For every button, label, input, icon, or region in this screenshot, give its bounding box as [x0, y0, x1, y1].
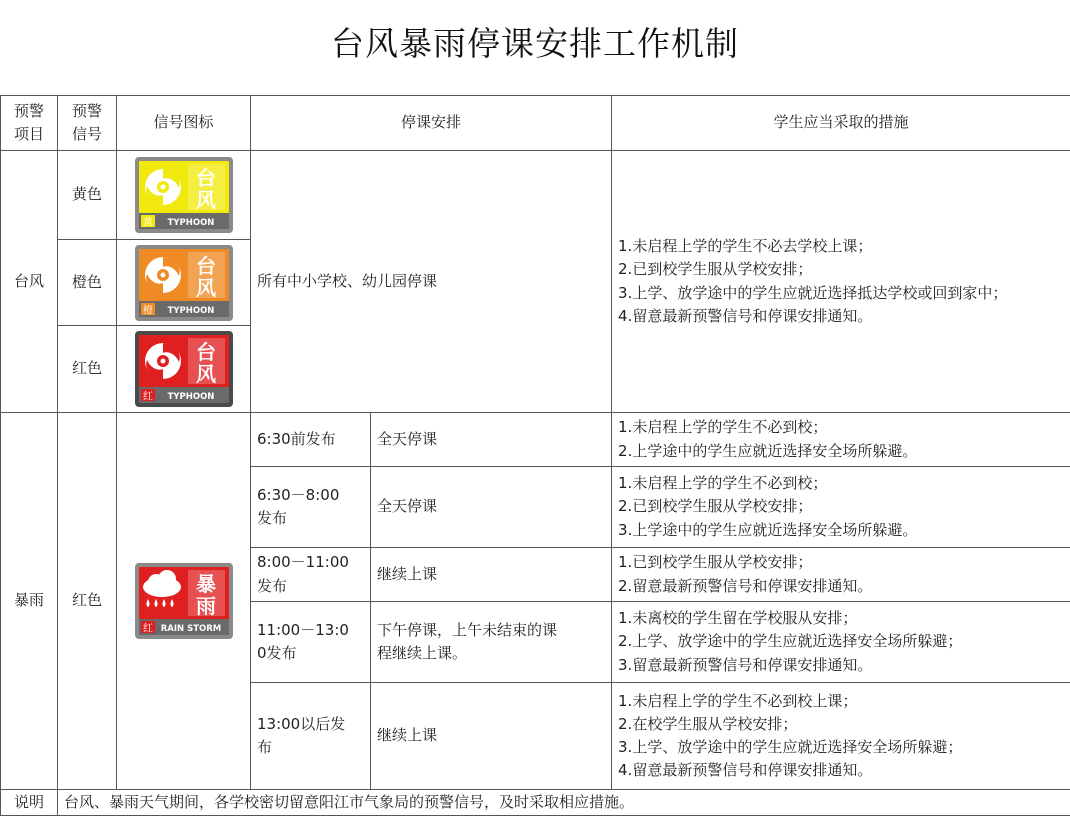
signal-color: 红色 — [58, 413, 117, 790]
header-arrangement: 停课安排 — [251, 96, 612, 151]
badge-char: 暴 — [195, 572, 216, 596]
arrangement-line: 继续上课 — [377, 564, 438, 583]
arrangement-line: 全天停课 — [377, 497, 438, 516]
typhoon-warning-badge — [135, 157, 233, 233]
header-warning-signal — [58, 96, 117, 151]
measure-item: 3.上学、放学途中的学生应就近选择抵达学校或回到家中； — [618, 283, 1008, 302]
measure-item: 3.上学途中的学生应就近选择安全场所躲避。 — [618, 520, 918, 539]
badge-char: 台 — [195, 166, 216, 190]
header-text: 预警 — [71, 101, 102, 120]
typhoon-swirl-icon — [145, 257, 181, 293]
arrangement-line: 程继续上课。 — [377, 644, 468, 662]
class-arrangement — [371, 683, 612, 790]
measure-item: 1.未离校的学生留在学校服从安排； — [618, 609, 858, 628]
header-signal-icon: 信号图标 — [117, 96, 251, 151]
measure-item: 1.未启程上学的学生不必到校上课； — [618, 691, 858, 710]
typhoon-swirl-icon — [145, 343, 181, 379]
issue-time — [251, 683, 371, 790]
time-line: 布 — [257, 738, 273, 756]
time-line: 6:30前发布 — [257, 429, 336, 448]
measure-item: 2.已到校学生服从学校安排； — [618, 497, 813, 516]
time-line: 11:00－13:0 — [257, 620, 349, 639]
measure-item: 1.未启程上学的学生不必去学校上课； — [618, 237, 873, 255]
issue-time — [251, 413, 371, 467]
measure-item: 3.上学、放学途中的学生应就近选择安全场所躲避； — [618, 738, 963, 756]
signal-color: 红色 — [58, 326, 117, 413]
header-row — [1, 96, 1070, 151]
badge-char: 台 — [195, 340, 216, 364]
header-text: 信号 — [71, 125, 102, 143]
badge-english-label: RAIN STORM — [160, 624, 221, 634]
badge-char: 风 — [195, 362, 216, 386]
header-text: 项目 — [13, 125, 44, 143]
student-measures — [612, 683, 1070, 790]
class-arrangement — [371, 467, 612, 548]
typhoon-swirl-icon — [145, 169, 181, 205]
measure-item: 2.上学途中的学生应就近选择安全场所躲避。 — [618, 441, 918, 460]
measure-item: 4.留意最新预警信号和停课安排通知。 — [618, 306, 873, 325]
rainstorm-badge-cell — [117, 413, 251, 790]
typhoon-badge-cell — [117, 151, 251, 240]
time-line: 0发布 — [257, 644, 297, 662]
measure-item: 2.留意最新预警信号和停课安排通知。 — [618, 576, 873, 595]
header-warning-item — [1, 96, 58, 151]
class-arrangement — [371, 602, 612, 683]
measure-item: 1.未启程上学的学生不必到校； — [618, 474, 828, 493]
time-line: 8:00－11:00 — [257, 553, 349, 572]
badge-english-label: TYPHOON — [167, 218, 214, 228]
badge-level-char: 黄 — [142, 217, 153, 229]
note-row — [1, 790, 1070, 816]
rainstorm-item-label: 暴雨 — [1, 413, 58, 790]
class-arrangement — [371, 548, 612, 602]
typhoon-arrangement: 所有中小学校、幼儿园停课 — [251, 151, 612, 413]
page-title: 台风暴雨停课安排工作机制 — [331, 24, 739, 63]
typhoon-warning-badge — [135, 245, 233, 321]
note-label: 说明 — [1, 790, 58, 816]
time-line: 发布 — [257, 509, 288, 527]
header-text: 预警 — [13, 101, 44, 120]
measure-item: 2.已到校学生服从学校安排； — [618, 260, 813, 279]
measure-item: 1.已到校学生服从学校安排； — [618, 553, 813, 572]
badge-char: 风 — [195, 275, 216, 300]
header-measures: 学生应当采取的措施 — [612, 96, 1070, 151]
measure-item: 1.未启程上学的学生不必到校； — [618, 418, 828, 437]
student-measures — [612, 413, 1070, 467]
badge-english-label: TYPHOON — [167, 305, 214, 316]
student-measures — [612, 467, 1070, 548]
badge-level-char: 红 — [142, 623, 153, 635]
arrangement-line: 继续上课 — [377, 726, 438, 745]
typhoon-row — [1, 151, 1070, 240]
badge-char: 台 — [195, 253, 216, 278]
rainstorm-row — [1, 413, 1070, 467]
signal-color: 黄色 — [58, 151, 117, 240]
rainstorm-warning-badge — [135, 563, 233, 639]
typhoon-badge-cell — [117, 326, 251, 413]
class-arrangement — [371, 413, 612, 467]
time-line: 13:00以后发 — [257, 714, 346, 733]
measure-item: 4.留意最新预警信号和停课安排通知。 — [618, 761, 873, 780]
measure-item: 2.在校学生服从学校安排； — [618, 714, 798, 733]
badge-english-label: TYPHOON — [167, 392, 214, 402]
badge-level-char: 橙 — [142, 305, 153, 316]
warning-table — [0, 95, 1070, 816]
time-line: 发布 — [257, 576, 288, 595]
measure-item: 3.留意最新预警信号和停课安排通知。 — [618, 655, 873, 674]
note-text: 台风、暴雨天气期间，各学校密切留意阳江市气象局的预警信号，及时采取相应措施。 — [58, 790, 1070, 816]
badge-char: 风 — [195, 188, 216, 212]
signal-color: 橙色 — [58, 240, 117, 326]
student-measures — [612, 602, 1070, 683]
arrangement-line: 下午停课，上午未结束的课 — [377, 620, 558, 639]
measure-item: 2.上学、放学途中的学生应就近选择安全场所躲避； — [618, 632, 963, 651]
student-measures — [612, 548, 1070, 602]
arrangement-line: 全天停课 — [377, 429, 438, 448]
badge-char: 雨 — [195, 594, 216, 618]
issue-time — [251, 548, 371, 602]
typhoon-warning-badge — [135, 331, 233, 407]
badge-level-char: 红 — [142, 391, 153, 403]
typhoon-measures — [612, 151, 1070, 413]
issue-time — [251, 467, 371, 548]
typhoon-badge-cell — [117, 240, 251, 326]
issue-time — [251, 602, 371, 683]
typhoon-item-label: 台风 — [1, 151, 58, 413]
time-line: 6:30－8:00 — [257, 485, 340, 504]
